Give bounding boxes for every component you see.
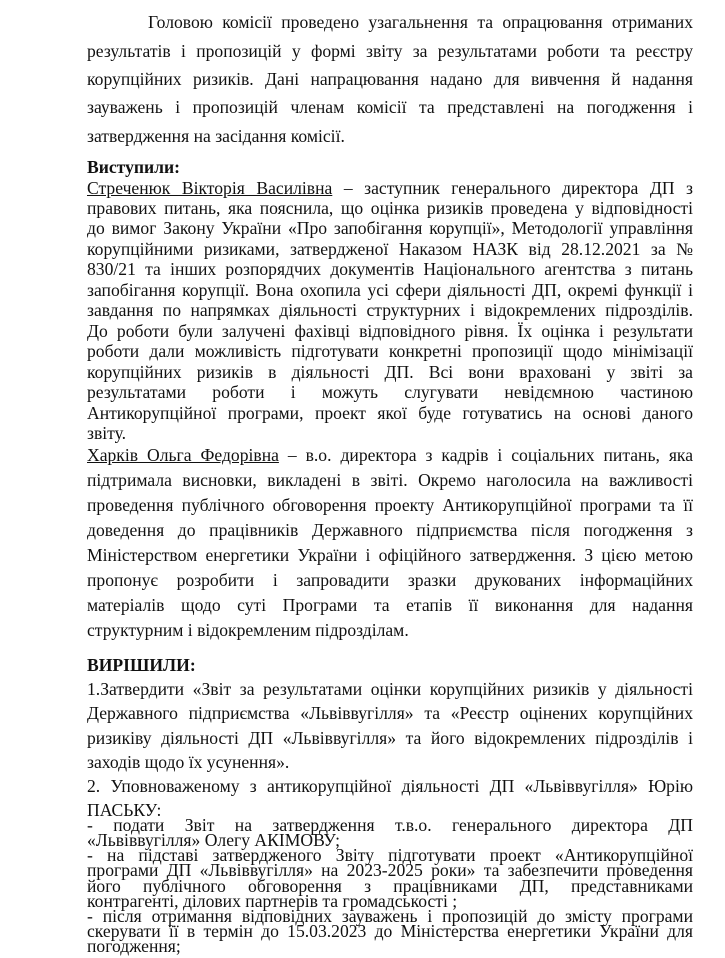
speaker1-first-line: [87, 178, 693, 198]
speaker2-line: доведення до працівників Державного підприємства після погодження з: [87, 520, 693, 540]
decision1-line: Державного підприємства «Львіввугілля» та «Реєстр оцінених корупційних: [87, 703, 693, 724]
speaker1-line: корупційними ризиками, затвердженої Наказом НАЗК від 28.12.2021 за №: [87, 238, 693, 259]
decision1-line: заходів щодо їх усунення».: [87, 751, 290, 772]
decision2-item2-line: його публічного обговорення з працівниками ДП, представниками: [87, 875, 693, 896]
speaker1-line: до вимог Закону України «Про запобігання корупції», Методології управління: [87, 218, 693, 239]
decision2-item1-line: «Львіввугілля» Олегу АКІМОВУ;: [87, 830, 341, 851]
speaker1-line: правових питань, яка пояснила, що оцінка ризиків проведена у відповідності: [87, 197, 693, 218]
speaker1-name: Стреченюк Вікторія Василівна: [87, 177, 333, 198]
speaker2-line: Міністерством енергетики України і офіційного затвердження. З цією метою: [87, 545, 693, 565]
speaker1-role: – заступник генерального директора ДП з: [332, 177, 693, 198]
decision2-item1-line: - подати Звіт на затвердження т.в.о. генерального директора ДП: [87, 815, 693, 836]
decision1-line: 1.Затвердити «Звіт за результатами оцінки корупційних ризиків у діяльності: [87, 679, 693, 700]
speakers-heading: Виступили:: [87, 157, 181, 177]
speaker2-role: – в.о. директора з кадрів і соціальних питань, яка: [278, 445, 694, 465]
decision2-item2-line: програми ДП «Львіввугілля» на 2023-2025 роки» та забезпечити проведення: [87, 860, 693, 881]
intro-line: Головою комісії проведено узагальнення та опрацювання отриманих: [148, 12, 693, 32]
decision2-item3-line: погодження;: [87, 936, 181, 956]
speaker1-line: роботи дали можливість підготувати конкретні пропозиції щодо мінімізації: [87, 341, 693, 362]
speaker2-line: пропонує розробити і запровадити зразки друкованих інформаційних: [87, 570, 693, 590]
decision2-header: ПАСЬКУ:: [87, 800, 162, 820]
decision1-line: ризиківу діяльності ДП «Львіввугілля» та його відокремлених підрозділів і: [87, 727, 693, 748]
decision2-item2-line: контрагенті, ділових партнерів та громадськості ;: [87, 890, 458, 911]
speaker2-line: проведення публічного обговорення проекту Антикорупційної програми та її: [87, 495, 693, 515]
intro-line: результатів і пропозицій у формі звіту за результатами роботи та реєстру: [87, 41, 693, 61]
speaker2-first-line: [87, 445, 693, 465]
speaker2-line: матеріалів щодо суті Програми та етапів її виконання для надання: [87, 595, 693, 615]
intro-line: корупційних ризиків. Дані напрацювання надано для вивчення й надання: [87, 69, 693, 89]
speaker1-line: результатами роботи і можуть слугувати невідємною частиною: [87, 382, 693, 403]
speaker1-line: звіту.: [87, 423, 127, 443]
decision2-item2-line: - на підставі затвердженого Звіту підготувати проект «Антикорупційної: [87, 845, 693, 866]
intro-line: зауважень і пропозицій членам комісії та представлені на погодження і: [87, 97, 693, 117]
decision2-header: 2. Уповноваженому з антикорупційної діяльності ДП «Львіввугілля» Юрію: [87, 775, 693, 796]
decision2-item3-line: скерувати її в термін до 15.03.2023 до Міністерства енергетики України для: [87, 920, 693, 941]
speaker1-line: Антикорупційної програми, проект якої буде готуватись на основі даного: [87, 402, 693, 423]
speaker2-line: структурним і відокремленим підрозділам.: [87, 620, 409, 640]
decision2-item3-line: - після отримання відповідних зауважень і пропозицій до змісту програми: [87, 905, 693, 926]
speaker2-name: Харків Ольга Федорівна: [87, 445, 279, 465]
speaker1-line: До роботи були залучені фахівці відповідного рівня. Їх оцінка і результати: [87, 320, 693, 341]
speaker1-line: корупційних ризиків в діяльності ДП. Всі вони враховані у звіті за: [87, 361, 693, 382]
speaker1-line: 830/21 та інших розпорядчих документів Національного агентства з питань: [87, 259, 693, 280]
speaker2-line: підтримала висновки, викладені в звіті. Окремо наголосила на важливості: [87, 470, 693, 490]
speaker1-line: завдання по напрямках діяльності структурних і відокремлених підрозділів.: [87, 300, 693, 321]
intro-line: затвердження на засідання комісії.: [87, 126, 345, 146]
speaker1-line: запобігання корупції. Вона охопила усі сфери діяльності ДП, окремі функції і: [87, 279, 693, 300]
decided-heading: ВИРІШИЛИ:: [87, 655, 196, 675]
